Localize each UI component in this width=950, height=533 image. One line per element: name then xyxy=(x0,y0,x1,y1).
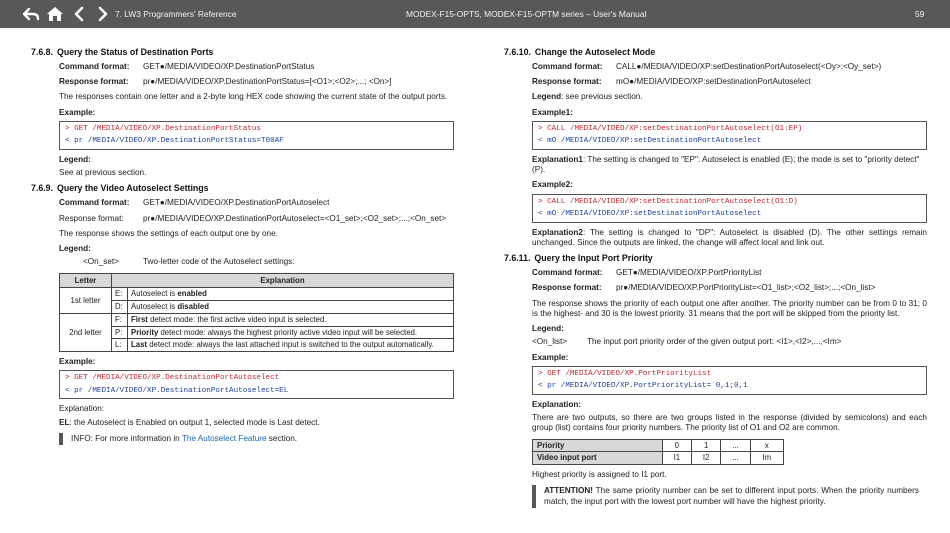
info-note: INFO: For more information in The Autoselect Feature section. xyxy=(59,433,454,445)
nav-icons xyxy=(22,5,112,23)
table-cell: D: xyxy=(112,301,128,314)
example1-label: Example1: xyxy=(532,107,573,117)
legend-label: Legend: xyxy=(532,324,564,334)
top-bar xyxy=(0,0,950,28)
command-format: Command format: GET●/MEDIA/VIDEO/XP.PortPriorityList xyxy=(532,268,762,278)
prev-icon[interactable] xyxy=(70,5,88,23)
explanation-text: EL: the Autoselect is Enabled on output 1, selected mode is Last detect. xyxy=(59,417,320,427)
command-format: Command format: GET●/MEDIA/VIDEO/XP.DestinationPortAutoselect xyxy=(59,198,330,208)
table-cell: 1 xyxy=(692,439,721,452)
legend-label: Legend: xyxy=(59,244,91,254)
table-cell: I1 xyxy=(662,452,691,465)
code-example xyxy=(532,121,927,150)
legend-text: See at previous section. xyxy=(59,168,147,178)
table-cell: x xyxy=(750,439,783,452)
table-cell: Priority xyxy=(533,439,663,452)
table-cell: Autoselect is enabled xyxy=(128,288,454,301)
code-request: > GET /MEDIA/VIDEO/XP.PortPriorityList xyxy=(538,369,712,378)
explanation1-text: Explanation1: The setting is changed to "EP": Autoselect is enabled (E); the mode is set to "priority detect" (P). xyxy=(532,154,920,175)
header-title: MODEX-F15-OPTS, MODEX-F15-OPTM series – User's Manual xyxy=(406,9,647,19)
heading-7-6-9: 7.6.9. Query the Video Autoselect Settings xyxy=(31,183,209,194)
response-format: Response format: pr●/MEDIA/VIDEO/XP.DestinationPortAutoselect=<O1_set>;<O2_set>;...;<On_set> xyxy=(59,213,447,223)
code-example xyxy=(532,366,927,395)
legend-row: <On_list> The input port priority order of the given output port: <I1>,<I2>,...,<Im> xyxy=(532,337,842,347)
table-cell: Im xyxy=(750,452,783,465)
legend-text: Legend: see previous section. xyxy=(532,92,643,102)
table-header: Letter xyxy=(60,273,112,288)
home-icon[interactable] xyxy=(46,5,64,23)
heading-7-6-11: 7.6.11. Query the Input Port Priority xyxy=(504,253,653,264)
explanation-label: Explanation: xyxy=(532,399,582,409)
heading-7-6-10: 7.6.10. Change the Autoselect Mode xyxy=(504,47,656,57)
explanation2-text: Explanation2: The setting is changed to "DP": Autoselect is disabled (D). The other settings remain unchanged. Since the outputs are linked, the change will affect local and link out. xyxy=(532,227,927,247)
example-label: Example: xyxy=(59,107,96,117)
highest-priority-text: Highest priority is assigned to I1 port. xyxy=(532,470,667,480)
table-group: 1st letter xyxy=(60,288,112,313)
example-label: Example: xyxy=(59,357,96,367)
table-group: 2nd letter xyxy=(60,313,112,351)
description: The response shows the settings of each output one by one. xyxy=(59,228,278,238)
page-number: 59 xyxy=(915,9,925,19)
code-request: > CALL /MEDIA/VIDEO/XP:setDestinationPortAutoselect(O1:D) xyxy=(538,197,798,206)
table-cell: ... xyxy=(721,439,750,452)
autoselect-feature-link[interactable]: The Autoselect Feature xyxy=(181,433,267,443)
table-cell: 0 xyxy=(662,439,691,452)
code-example xyxy=(532,194,927,223)
table-cell: Last detect mode: always the last attached input is switched to the output automatically. xyxy=(128,339,454,352)
legend-label: Legend: xyxy=(59,154,91,164)
description: The response shows the priority of each output one after another. The priority number can be from 0 to 31; 0 is the highest- and 30 is the lowest priority. 31 means that the port will be skipped from the priority list. xyxy=(532,298,927,318)
code-response: < pr /MEDIA/VIDEO/XP.DestinationPortAutoselect=EL xyxy=(65,386,289,395)
code-example xyxy=(59,121,454,150)
table-cell: First detect mode: the first active video input is selected. xyxy=(128,313,454,326)
table-cell: F: xyxy=(112,313,128,326)
code-response: < pr /MEDIA/VIDEO/XP.PortPriorityList= 0,1;0,1 xyxy=(538,382,748,391)
example2-label: Example2: xyxy=(532,180,573,190)
code-request: > CALL /MEDIA/VIDEO/XP:setDestinationPortAutoselect(O1:EP) xyxy=(538,124,803,133)
attention-note: ATTENTION! The same priority number can be set to different input ports. When the priority numbers match, the input port with the lowest port number will have the highest priority. xyxy=(532,485,927,508)
priority-table xyxy=(532,439,784,465)
description: The responses contain one letter and a 2-byte long HEX code showing the current state of the output ports. xyxy=(59,92,448,102)
response-format: Response format: pr●/MEDIA/VIDEO/XP.PortPriorityList=<O1_list>;<O2_list>;...;<On_list> xyxy=(532,283,876,293)
heading-7-6-8: 7.6.8. Query the Status of Destination Ports xyxy=(31,47,214,57)
code-example xyxy=(59,370,454,399)
response-format: Response format: pr●/MEDIA/VIDEO/XP.DestinationPortStatus=[<O1>;<O2>;...; <On>] xyxy=(59,77,392,87)
right-column xyxy=(504,47,927,513)
explanation-text: There are two outputs, so there are two groups listed in the response (divided by semicolons) and each group (list) contains four priority numbers. The priority list of O1 and O2 are common. xyxy=(532,413,927,433)
command-format: Command format: GET●/MEDIA/VIDEO/XP.DestinationPortStatus xyxy=(59,61,315,71)
autoselect-table xyxy=(59,273,454,352)
command-format: Command format: CALL●/MEDIA/VIDEO/XP:setDestinationPortAutoselect(<Oy>:<Oy_set>) xyxy=(532,61,882,71)
table-cell: L: xyxy=(112,339,128,352)
legend-row: <On_set> Two-letter code of the Autoselect settings: xyxy=(83,257,295,267)
table-cell: Video input port xyxy=(533,452,663,465)
table-cell: P: xyxy=(112,326,128,339)
explanation-label: Explanation: xyxy=(59,404,105,414)
table-cell: Autoselect is disabled xyxy=(128,301,454,314)
header-section: 7. LW3 Programmers' Reference xyxy=(115,9,237,19)
back-icon[interactable] xyxy=(22,5,40,23)
code-request: > GET /MEDIA/VIDEO/XP.DestinationPortStatus xyxy=(65,124,261,133)
table-cell: I2 xyxy=(692,452,721,465)
left-column xyxy=(31,47,454,450)
code-response: < mO /MEDIA/VIDEO/XP:setDestinationPortAutoselect xyxy=(538,210,762,219)
table-cell: Priority detect mode: always the highest priority active video input will be selected. xyxy=(128,326,454,339)
response-format: Response format: mO●/MEDIA/VIDEO/XP:setDestinationPortAutoselect xyxy=(532,77,811,87)
code-response: < pr /MEDIA/VIDEO/XP.DestinationPortStatus=T00AF xyxy=(65,137,284,146)
next-icon[interactable] xyxy=(94,5,112,23)
table-header: Explanation xyxy=(112,273,454,288)
table-cell: ... xyxy=(721,452,750,465)
code-request: > GET /MEDIA/VIDEO/XP.DestinationPortAutoselect xyxy=(65,374,280,383)
code-response: < mO /MEDIA/VIDEO/XP:setDestinationPortAutoselect xyxy=(538,137,762,146)
example-label: Example: xyxy=(532,352,569,362)
table-cell: E: xyxy=(112,288,128,301)
